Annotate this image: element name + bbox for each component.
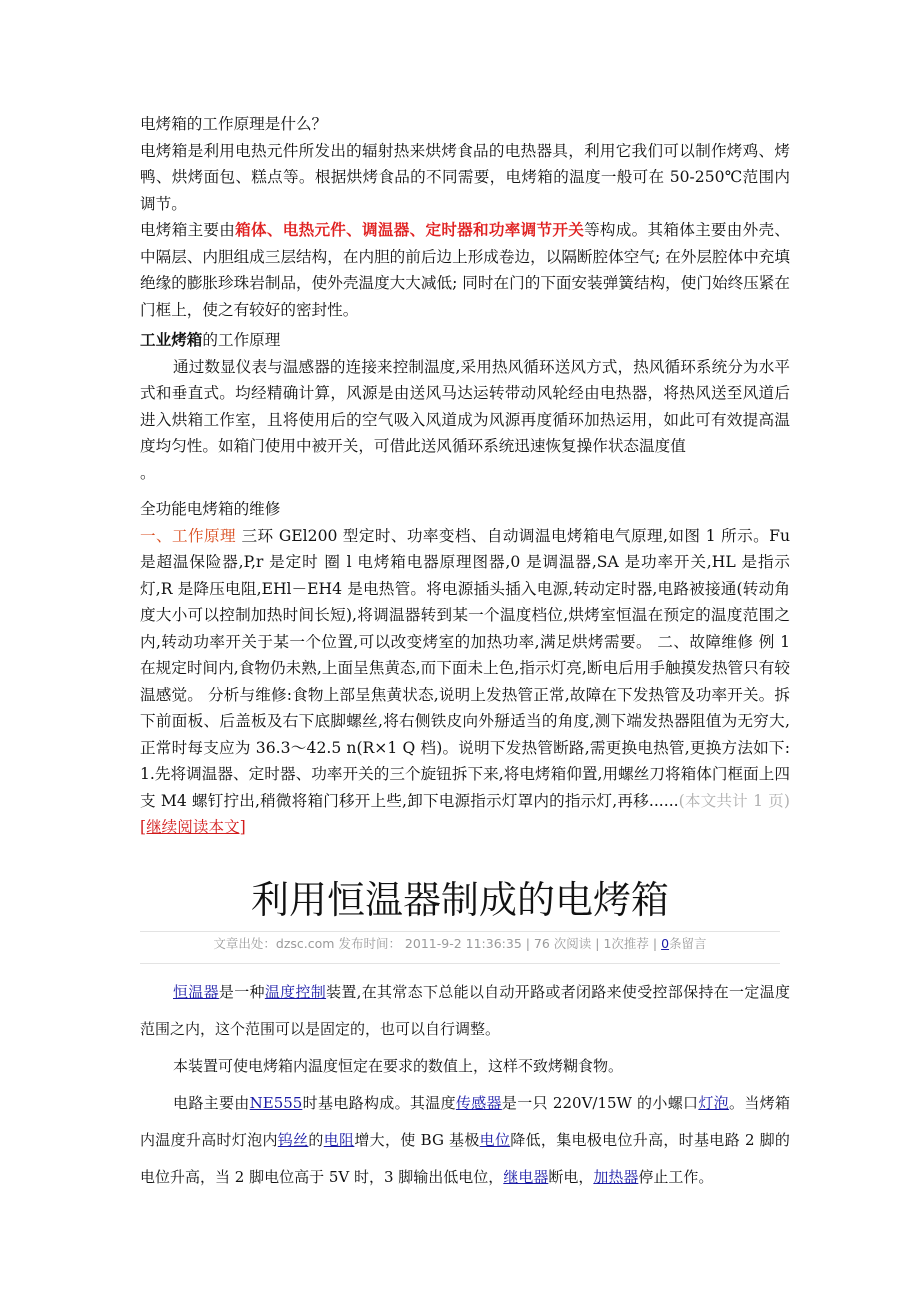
title-rest: 的工作原理 <box>202 331 281 349</box>
lead-heading: 一、工作原理 <box>140 526 237 545</box>
paragraph: 电烤箱是利用电热元件所发出的辐射热来烘烤食品的电热器具，利用它我们可以制作烤鸡、烤鸭、烘烤面包、糕点等。根据烘烤食品的不同需要，电烤箱的温度一般可在 50-250℃范围内调节。 <box>140 141 790 213</box>
section-industrial-oven <box>140 327 790 486</box>
page-count: (本文共计 1 页) <box>678 791 790 810</box>
text-run: 电路主要由 <box>173 1094 250 1112</box>
paragraph: 通过数显仪表与温感器的连接来控制温度,采用热风循环送风方式，热风循环系统分为水平式和垂直式。均经精确计算，风源是由送风马达运转带动风轮经由电热器，将热风送至风道后进入烘箱工作室，且将使用后的空气吸入风道成为风源再度循环加热运用，如此可有效提高温度均匀性。如箱门使用中被开关，可借此送风循环系统迅速恢复操作状态温度值 <box>140 357 790 455</box>
text-run: 。当烤箱内温度升高时灯泡内 <box>140 1094 790 1149</box>
text-run: 电烤箱主要由 <box>140 221 236 239</box>
article-body <box>140 974 790 1196</box>
divider <box>140 963 780 964</box>
link-thermostat[interactable]: 恒温器 <box>173 983 219 1001</box>
link-sensor[interactable]: 传感器 <box>455 1094 502 1112</box>
paragraph <box>140 217 790 323</box>
section-oven-principle <box>140 111 790 323</box>
meta-info: 文章出处：dzsc.com 发布时间： 2011-9-2 11:36:35 | 76 次阅读 | 1次推荐 | <box>213 936 662 951</box>
divider <box>140 931 780 932</box>
text-run: 降低，集电极电位升高，时基电路 2 脚的电位升高，当 2 脚电位高于 5V 时，3 脚输出低电位， <box>140 1131 790 1186</box>
link-bulb[interactable]: 灯泡 <box>698 1094 729 1112</box>
text-run: 时基电路构成。其温度 <box>302 1094 456 1112</box>
article-meta <box>140 934 780 954</box>
paragraph: 本装置可使电烤箱内温度恒定在要求的数值上，这样不致烤糊食物。 <box>173 1057 624 1075</box>
paragraph <box>140 523 790 841</box>
text-run: 装置,在其常态下总能以自动开路或者闭路来使受控部保持在一定温度范围之内，这个范围可以是固定的，也可以自行调整。 <box>140 983 790 1038</box>
article-title: 利用恒温器制成的电烤箱 <box>250 878 669 922</box>
link-tungsten[interactable]: 钨丝 <box>277 1131 309 1149</box>
paragraph <box>140 974 790 1048</box>
link-heater[interactable]: 加热器 <box>593 1168 639 1186</box>
link-temperature-control[interactable]: 温度控制 <box>264 983 327 1001</box>
paragraph-tail: 。 <box>140 463 156 482</box>
highlighted-components: 箱体、电热元件、调温器、定时器和功率调节开关 <box>235 220 585 239</box>
title-bold: 工业烤箱 <box>140 330 203 349</box>
text-run: 等构成。其箱体主要由外壳、中隔层、内胆组成三层结构，在内胆的前后边上形成卷边，以隔断腔体空气; 在外层腔体中充填绝缘的膨胀珍珠岩制品，使外壳温度大大减低; 同时在门的下面安装弹簧结构，使门始终压紧在门框上，使之有较好的密封性。 <box>140 221 790 319</box>
section-title: 电烤箱的工作原理是什么？ <box>140 115 328 133</box>
section-title <box>140 327 790 354</box>
read-more-link[interactable]: [继续阅读本文] <box>140 818 246 836</box>
paragraph <box>140 1085 790 1196</box>
text-run: 是一种 <box>218 983 265 1001</box>
text-run: 是一只 220V/15W 的小螺口 <box>501 1094 699 1112</box>
section-title: 全功能电烤箱的维修 <box>140 500 281 518</box>
link-ne555[interactable]: NE555 <box>249 1094 303 1112</box>
link-relay[interactable]: 继电器 <box>503 1168 549 1186</box>
link-potential[interactable]: 电位 <box>479 1131 511 1149</box>
text-run: 停止工作。 <box>638 1168 714 1186</box>
meta-suffix: 条留言 <box>669 936 707 951</box>
comment-count-link[interactable]: 0 <box>661 936 670 951</box>
text-run: 增大，使 BG 基极 <box>354 1131 480 1149</box>
text-run: 三环 GEl200 型定时、功率变档、自动调温电烤箱电气原理,如图 1 所示。Fu 是超温保险器,P,r 是定时 圈 l 电烤箱电器原理图器,0 是调温器,SA 是功率开关,HL 是指示灯,R 是降压电阻,EHl－EH4 是电热管。将电源插头插入电源,转动定时器,电路被接通(转动角度大小可以控制加热时间长短),将调温器转到某一个温度档位,烘烤室恒温在预定的温度范围之内,转动功率开关于某一个位置,可以改变烤室的加热功率,满足烘烤需要。 二、故障维修 例 1 在规定时间内,食物仍未熟,上面呈焦黄态,而下面未上色,指示灯亮,断电后用手触摸发热管只有较温感觉。 分析与维修:食物上部呈焦黄状态,说明上发热管正常,故障在下发热管及功率开关。拆下前面板、后盖板及右下底脚螺丝,将右侧铁皮向外掰适当的角度,测下端发热器阻值为无穷大,正常时每支应为 36.3～42.5 n(R×1 Q 档)。说明下发热管断路,需更换电热管,更换方法如下: 1.先将调温器、定时器、功率开关的三个旋钮拆下来,将电烤箱仰置,用螺丝刀将箱体门框面上四支 M4 螺钉拧出,稍微将箱门移开上些,卸下电源指示灯罩内的指示灯,再移...... <box>140 526 790 810</box>
text-run: 的 <box>308 1131 324 1149</box>
text-run: 断电， <box>548 1168 594 1186</box>
section-oven-repair <box>140 496 790 841</box>
link-resistor[interactable]: 电阻 <box>323 1131 355 1149</box>
